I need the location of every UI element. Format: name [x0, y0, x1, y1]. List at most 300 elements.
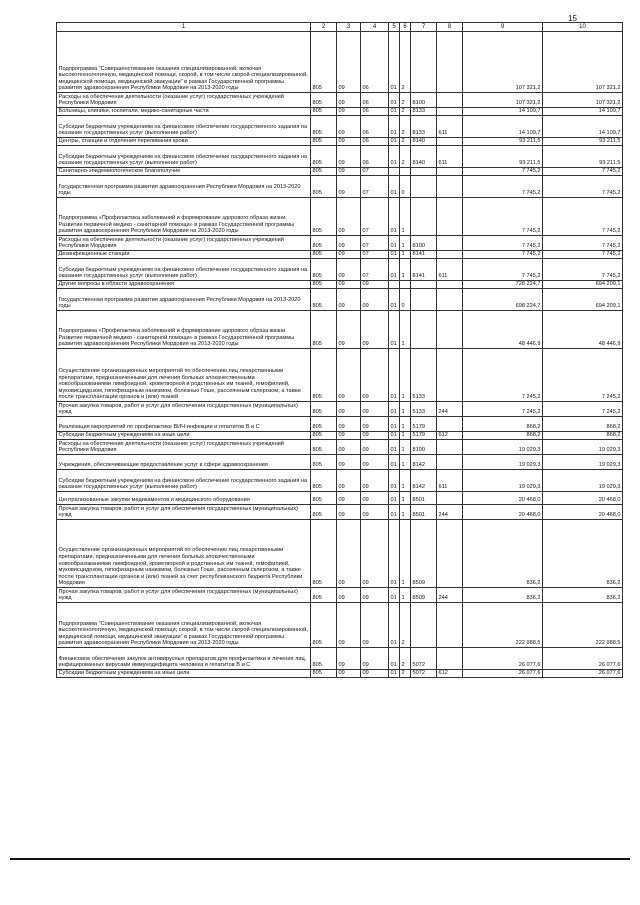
expense-type-code	[437, 648, 463, 670]
item-code: 8142	[411, 455, 437, 470]
admin-code: 805	[311, 520, 337, 588]
program-code: 01	[389, 648, 400, 670]
program-code: 01	[389, 492, 400, 505]
program-code: 01	[389, 93, 400, 108]
section-code: 09	[337, 588, 361, 603]
section-code: 09	[337, 108, 361, 116]
table-row	[57, 93, 623, 108]
table-row	[57, 648, 623, 670]
amount-2016: 7 245,2	[543, 402, 623, 417]
amount-2015: 868,2	[463, 432, 543, 440]
subsection-code: 09	[361, 470, 389, 492]
expense-type-code	[437, 251, 463, 259]
expense-type-code: 244	[437, 505, 463, 520]
subprogram-code: 2	[400, 138, 411, 146]
expense-type-code: 611	[437, 470, 463, 492]
program-code: 01	[389, 470, 400, 492]
section-code: 09	[337, 198, 361, 236]
program-code: 01	[389, 455, 400, 470]
subprogram-code: 1	[400, 236, 411, 251]
row-name: Подпрограмма "Совершенствование оказания специализированной, включая высокотехнологичную, медицинской помощи, скорой, в том числе скорой специализированной, медицинской помощи, медицинской эвакуации" в рамках Государственной программы развития здравоохранения Республики Мордовия на 2013-2020 годы	[57, 32, 311, 93]
admin-code: 805	[311, 432, 337, 440]
amount-2016: 48 446,9	[543, 311, 623, 349]
item-code	[411, 603, 437, 648]
program-code: 01	[389, 311, 400, 349]
admin-code: 805	[311, 402, 337, 417]
program-code: 01	[389, 603, 400, 648]
item-code: 8142	[411, 470, 437, 492]
expense-type-code	[437, 236, 463, 251]
item-code: 8141	[411, 251, 437, 259]
row-name: Расходы на обеспечение деятельности (оказание услуг) государственных учреждений Республики Мордовия	[57, 236, 311, 251]
program-code: 01	[389, 670, 400, 678]
expense-type-code	[437, 281, 463, 289]
item-code	[411, 289, 437, 311]
subprogram-code	[400, 168, 411, 176]
expense-type-code	[437, 603, 463, 648]
table-row	[57, 146, 623, 168]
column-number: 8	[437, 23, 463, 32]
section-code: 09	[337, 432, 361, 440]
admin-code: 805	[311, 505, 337, 520]
amount-2016: 7 745,2	[543, 168, 623, 176]
amount-2016: 26 077,6	[543, 670, 623, 678]
row-name: Субсидии бюджетным учреждениям на финансовое обеспечение государственного задания на оказание государственных услуг (выполнение работ)	[57, 259, 311, 281]
amount-2016: 7 745,2	[543, 259, 623, 281]
item-code: 5179	[411, 417, 437, 432]
program-code: 01	[389, 588, 400, 603]
section-code: 09	[337, 440, 361, 455]
subsection-code: 09	[361, 432, 389, 440]
section-code: 09	[337, 93, 361, 108]
section-code: 09	[337, 417, 361, 432]
subsection-code: 07	[361, 176, 389, 198]
admin-code: 805	[311, 168, 337, 176]
amount-2015: 7 745,2	[463, 251, 543, 259]
admin-code: 805	[311, 440, 337, 455]
program-code: 01	[389, 505, 400, 520]
subprogram-code: 1	[400, 251, 411, 259]
admin-code: 805	[311, 116, 337, 138]
amount-2016: 694 209,1	[543, 289, 623, 311]
amount-2015: 7 745,2	[463, 168, 543, 176]
table-row	[57, 417, 623, 432]
amount-2015: 728 224,7	[463, 281, 543, 289]
admin-code: 805	[311, 588, 337, 603]
item-code: 8100	[411, 440, 437, 455]
subprogram-code: 0	[400, 176, 411, 198]
row-name: Подпрограмма "Совершенствование оказания специализированной, включая высокотехнологичную, медицинской помощи, скорой, в том числе скорой специализированной, медицинской помощи, медицинской эвакуации" в рамках Государственной программы развития здравоохранения Республики Мордовия на 2013-2020 годы	[57, 603, 311, 648]
amount-2016: 14 109,7	[543, 108, 623, 116]
subprogram-code: 2	[400, 603, 411, 648]
subsection-code: 09	[361, 520, 389, 588]
amount-2016: 14 109,7	[543, 116, 623, 138]
row-name: Расходы на обеспечение деятельности (оказание услуг) государственных учреждений Республики Мордовия	[57, 440, 311, 455]
expense-type-code	[437, 520, 463, 588]
admin-code: 805	[311, 311, 337, 349]
subsection-code: 09	[361, 505, 389, 520]
subprogram-code: 2	[400, 93, 411, 108]
section-code: 09	[337, 116, 361, 138]
subsection-code: 06	[361, 146, 389, 168]
program-code	[389, 281, 400, 289]
expense-type-code: 611	[437, 146, 463, 168]
item-code: 8140	[411, 138, 437, 146]
subprogram-code: 1	[400, 492, 411, 505]
table-row	[57, 603, 623, 648]
table-row	[57, 311, 623, 349]
item-code: 8501	[411, 505, 437, 520]
row-name: Субсидии бюджетным учреждениям на финансовое обеспечение государственного задания на оказание государственных услуг (выполнение работ)	[57, 116, 311, 138]
row-name: Прочая закупка товаров, работ и услуг для обеспечения государственных (муниципальных) нужд	[57, 588, 311, 603]
row-name: Другие вопросы в области здравоохранения	[57, 281, 311, 289]
section-code: 09	[337, 311, 361, 349]
row-name: Осуществление организационных мероприятий по обеспечению лиц лекарственными препаратами, предназначенными для лечения больных злокачественными новообразованиями лимфоидной, кроветворной и родственных им тканей, гемофилией, муковисцидозом, гипофизарным нанизмом, болезнью Гоше, рассеянным склерозом, а также после трансплантации органов и (или) тканей	[57, 349, 311, 402]
column-number: 3	[337, 23, 361, 32]
amount-2015: 7 745,2	[463, 259, 543, 281]
amount-2015: 7 745,2	[463, 236, 543, 251]
amount-2015: 26 077,6	[463, 648, 543, 670]
row-name: Субсидии бюджетным учреждениям на финансовое обеспечение государственного задания на оказание государственных услуг (выполнение работ)	[57, 470, 311, 492]
subprogram-code: 0	[400, 289, 411, 311]
admin-code: 805	[311, 146, 337, 168]
amount-2016: 20 468,0	[543, 492, 623, 505]
table-row	[57, 251, 623, 259]
subprogram-code: 1	[400, 349, 411, 402]
item-code	[411, 168, 437, 176]
subsection-code: 09	[361, 455, 389, 470]
admin-code: 805	[311, 138, 337, 146]
column-number: 9	[463, 23, 543, 32]
expense-type-code: 611	[437, 259, 463, 281]
subsection-code: 09	[361, 417, 389, 432]
table-row	[57, 236, 623, 251]
item-code: 8140	[411, 146, 437, 168]
amount-2015: 836,2	[463, 520, 543, 588]
program-code: 01	[389, 520, 400, 588]
subsection-code: 09	[361, 402, 389, 417]
section-code: 09	[337, 349, 361, 402]
program-code: 01	[389, 289, 400, 311]
program-code: 01	[389, 349, 400, 402]
section-code: 09	[337, 402, 361, 417]
table-row	[57, 432, 623, 440]
amount-2015: 107 321,2	[463, 93, 543, 108]
amount-2016: 7 245,2	[543, 349, 623, 402]
table-row	[57, 349, 623, 402]
program-code: 01	[389, 402, 400, 417]
bottom-rule	[10, 858, 630, 860]
subprogram-code: 2	[400, 648, 411, 670]
section-code: 09	[337, 32, 361, 93]
expense-type-code: 611	[437, 116, 463, 138]
table-row	[57, 492, 623, 505]
subprogram-code: 1	[400, 455, 411, 470]
subprogram-code: 1	[400, 470, 411, 492]
row-name: Централизованные закупки медикаментов и медицинского оборудования	[57, 492, 311, 505]
amount-2015: 698 224,7	[463, 289, 543, 311]
subprogram-code: 1	[400, 520, 411, 588]
amount-2016: 694 209,1	[543, 281, 623, 289]
amount-2016: 19 029,3	[543, 470, 623, 492]
item-code	[411, 281, 437, 289]
row-name: Субсидии бюджетным учреждениям на финансовое обеспечение государственного задания на оказание государственных услуг (выполнение работ)	[57, 146, 311, 168]
item-code: 8100	[411, 236, 437, 251]
subprogram-code: 1	[400, 440, 411, 455]
subsection-code: 09	[361, 648, 389, 670]
amount-2015: 19 029,3	[463, 440, 543, 455]
row-name: Осуществление организационных мероприятий по обеспечению лиц лекарственными препаратами, предназначенными для лечения больных злокачественными новообразованиями лимфоидной, кроветворной и родственных им тканей, гемофилией, муковисцидозом, гипофизарным нанизмом, болезнью Гоше, рассеянным склерозом, а также после трансплантации органов и (или) тканей за счет республиканского бюджета Республики Мордовия	[57, 520, 311, 588]
subsection-code: 09	[361, 492, 389, 505]
table-row	[57, 505, 623, 520]
admin-code: 805	[311, 32, 337, 93]
table-row	[57, 289, 623, 311]
admin-code: 805	[311, 417, 337, 432]
budget-table	[56, 22, 623, 678]
amount-2015: 868,2	[463, 417, 543, 432]
expense-type-code	[437, 492, 463, 505]
subsection-code: 09	[361, 289, 389, 311]
amount-2015: 20 468,0	[463, 505, 543, 520]
row-name: Прочая закупка товаров, работ и услуг для обеспечения государственных (муниципальных) нужд	[57, 505, 311, 520]
expense-type-code	[437, 168, 463, 176]
item-code: 8509	[411, 588, 437, 603]
amount-2016: 7 745,2	[543, 198, 623, 236]
admin-code: 805	[311, 259, 337, 281]
item-code	[411, 311, 437, 349]
amount-2016: 93 211,5	[543, 146, 623, 168]
expense-type-code: 612	[437, 670, 463, 678]
subprogram-code: 1	[400, 432, 411, 440]
amount-2016: 836,2	[543, 520, 623, 588]
expense-type-code	[437, 176, 463, 198]
admin-code: 805	[311, 236, 337, 251]
expense-type-code: 244	[437, 402, 463, 417]
admin-code: 805	[311, 176, 337, 198]
amount-2016: 93 211,5	[543, 138, 623, 146]
row-name: Финансовое обеспечение закупок антивирусных препаратов для профилактики и лечения лиц, инфицированных вирусами иммунодефицита человека и гепатитов В и С	[57, 648, 311, 670]
subsection-code: 06	[361, 108, 389, 116]
section-code: 09	[337, 505, 361, 520]
table-row	[57, 116, 623, 138]
amount-2016: 107 321,2	[543, 32, 623, 93]
expense-type-code: 244	[437, 588, 463, 603]
table-row	[57, 259, 623, 281]
program-code: 01	[389, 138, 400, 146]
subsection-code: 09	[361, 349, 389, 402]
subprogram-code: 2	[400, 146, 411, 168]
expense-type-code	[437, 440, 463, 455]
subsection-code: 06	[361, 116, 389, 138]
subsection-code: 09	[361, 311, 389, 349]
amount-2015: 19 029,3	[463, 455, 543, 470]
column-number: 1	[57, 23, 311, 32]
column-number: 10	[543, 23, 623, 32]
amount-2015: 7 245,2	[463, 349, 543, 402]
admin-code: 805	[311, 470, 337, 492]
item-code	[411, 176, 437, 198]
subprogram-code: 1	[400, 311, 411, 349]
amount-2016: 7 745,2	[543, 251, 623, 259]
section-code: 09	[337, 281, 361, 289]
row-name: Дезинфекционные станции	[57, 251, 311, 259]
section-code: 09	[337, 520, 361, 588]
table-row	[57, 670, 623, 678]
amount-2016: 868,2	[543, 417, 623, 432]
program-code: 01	[389, 146, 400, 168]
subsection-code: 09	[361, 281, 389, 289]
program-code	[389, 168, 400, 176]
amount-2015: 93 211,5	[463, 146, 543, 168]
row-name: Прочая закупка товаров, работ и услуг для обеспечения государственных (муниципальных) нужд	[57, 402, 311, 417]
program-code: 01	[389, 108, 400, 116]
subsection-code: 09	[361, 603, 389, 648]
section-code: 09	[337, 176, 361, 198]
amount-2015: 7 745,2	[463, 176, 543, 198]
expense-type-code	[437, 198, 463, 236]
row-name: Субсидии бюджетным учреждениям на иные цели	[57, 670, 311, 678]
amount-2016: 7 745,2	[543, 236, 623, 251]
row-name: Санитарно-эпидемиологическое благополучие	[57, 168, 311, 176]
column-number: 2	[311, 23, 337, 32]
subprogram-code: 1	[400, 198, 411, 236]
section-code: 09	[337, 670, 361, 678]
subsection-code: 09	[361, 670, 389, 678]
row-name: Учреждения, обеспечивающие предоставление услуг в сфере здравоохранения	[57, 455, 311, 470]
subprogram-code: 2	[400, 116, 411, 138]
expense-type-code	[437, 311, 463, 349]
admin-code: 805	[311, 198, 337, 236]
item-code: 8141	[411, 259, 437, 281]
amount-2016: 20 468,0	[543, 505, 623, 520]
section-code: 09	[337, 455, 361, 470]
section-code: 09	[337, 259, 361, 281]
amount-2015: 48 446,9	[463, 311, 543, 349]
row-name: Подпрограмма «Профилактика заболеваний и формирование здорового образа жизни. Развитие первичной медико - санитарной помощи» в рамках Государственной программы развития здравоохранения Республики Мордовия на 2013-2020 годы	[57, 311, 311, 349]
table-row	[57, 455, 623, 470]
program-code: 01	[389, 417, 400, 432]
subprogram-code: 2	[400, 108, 411, 116]
subsection-code: 07	[361, 168, 389, 176]
item-code	[411, 32, 437, 93]
program-code: 01	[389, 176, 400, 198]
admin-code: 805	[311, 93, 337, 108]
subprogram-code: 1	[400, 505, 411, 520]
subsection-code: 07	[361, 236, 389, 251]
admin-code: 805	[311, 281, 337, 289]
expense-type-code	[437, 93, 463, 108]
row-name: Реализация мероприятий по профилактике ВИЧ-инфекции и гепатитов В и С	[57, 417, 311, 432]
row-name: Больницы, клиники, госпитали, медико-санитарные части	[57, 108, 311, 116]
admin-code: 805	[311, 289, 337, 311]
table-row	[57, 32, 623, 93]
row-name: Подпрограмма «Профилактика заболеваний и формирование здорового образа жизни. Развитие первичной медико - санитарной помощи» в рамках Государственной программы развития здравоохранения Республики Мордовия на 2013-2020 годы	[57, 198, 311, 236]
section-code: 09	[337, 603, 361, 648]
table-row	[57, 138, 623, 146]
item-code: 5179	[411, 432, 437, 440]
admin-code: 805	[311, 648, 337, 670]
section-code: 09	[337, 138, 361, 146]
program-code: 01	[389, 198, 400, 236]
amount-2015: 14 109,7	[463, 116, 543, 138]
item-code	[411, 198, 437, 236]
item-code: 5133	[411, 402, 437, 417]
amount-2015: 20 468,0	[463, 492, 543, 505]
amount-2015: 7 745,2	[463, 198, 543, 236]
subsection-code: 06	[361, 32, 389, 93]
table-row	[57, 440, 623, 455]
amount-2015: 26 077,6	[463, 670, 543, 678]
item-code: 5072	[411, 648, 437, 670]
program-code: 01	[389, 440, 400, 455]
subprogram-code: 1	[400, 588, 411, 603]
subprogram-code: 2	[400, 32, 411, 93]
section-code: 09	[337, 168, 361, 176]
row-name: Государственная программа развития здравоохранения Республики Мордовия на 2013-2020 годы	[57, 289, 311, 311]
column-number: 4	[361, 23, 389, 32]
subsection-code: 07	[361, 259, 389, 281]
expense-type-code	[437, 417, 463, 432]
program-code: 01	[389, 259, 400, 281]
amount-2015: 7 245,2	[463, 402, 543, 417]
table-row	[57, 520, 623, 588]
admin-code: 805	[311, 108, 337, 116]
admin-code: 805	[311, 349, 337, 402]
table-row	[57, 168, 623, 176]
expense-type-code	[437, 32, 463, 93]
item-code: 5133	[411, 349, 437, 402]
table-row	[57, 402, 623, 417]
row-name: Расходы на обеспечение деятельности (оказание услуг) государственных учреждений Республики Мордовия	[57, 93, 311, 108]
subprogram-code	[400, 281, 411, 289]
program-code: 01	[389, 251, 400, 259]
table-row	[57, 588, 623, 603]
column-number: 5	[389, 23, 400, 32]
section-code: 09	[337, 492, 361, 505]
amount-2015: 93 211,5	[463, 138, 543, 146]
expense-type-code	[437, 108, 463, 116]
program-code: 01	[389, 32, 400, 93]
amount-2016: 19 029,3	[543, 440, 623, 455]
row-name: Субсидии бюджетным учреждениям на иные цели	[57, 432, 311, 440]
expense-type-code	[437, 349, 463, 402]
item-code: 5072	[411, 670, 437, 678]
section-code: 09	[337, 251, 361, 259]
amount-2016: 26 077,6	[543, 648, 623, 670]
section-code: 09	[337, 470, 361, 492]
section-code: 09	[337, 648, 361, 670]
amount-2016: 7 745,2	[543, 176, 623, 198]
amount-2015: 14 109,7	[463, 108, 543, 116]
table-row	[57, 176, 623, 198]
amount-2016: 868,2	[543, 432, 623, 440]
subprogram-code: 2	[400, 670, 411, 678]
amount-2015: 107 321,2	[463, 32, 543, 93]
subsection-code: 07	[361, 198, 389, 236]
subprogram-code: 1	[400, 259, 411, 281]
program-code: 01	[389, 432, 400, 440]
table-row	[57, 470, 623, 492]
subprogram-code: 1	[400, 417, 411, 432]
expense-type-code	[437, 289, 463, 311]
item-code: 8501	[411, 492, 437, 505]
amount-2016: 836,2	[543, 588, 623, 603]
expense-type-code	[437, 455, 463, 470]
subsection-code: 09	[361, 440, 389, 455]
row-name: Государственная программа развития здравоохранения Республики Мордовия на 2013-2020 годы	[57, 176, 311, 198]
item-code: 8100	[411, 93, 437, 108]
admin-code: 805	[311, 455, 337, 470]
